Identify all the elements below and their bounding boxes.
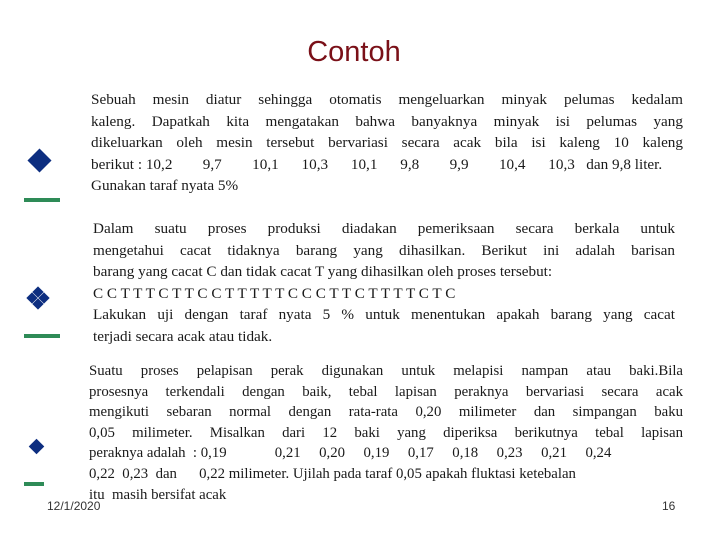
problem-3-line: mengikuti sebaran normal dengan rata-rata 0,20 milimeter dan simpangan baku: [89, 404, 683, 421]
green-divider-3: [24, 482, 44, 486]
problem-2-text: [93, 218, 675, 347]
green-divider-2: [24, 334, 60, 338]
diamond-bullet-icon: [27, 148, 51, 172]
problem-1-line: Sebuah mesin diatur sehingga otomatis mengeluarkan minyak pelumas kedalam: [91, 91, 683, 108]
problem-1-line: kaleng. Dapatkah kita mengatakan bahwa banyaknya minyak isi pelumas yang: [91, 112, 683, 130]
problem-3-line: 0,05 milimeter. Misalkan dari 12 baki yang diperiksa berikutnya tebal lapisan: [89, 424, 683, 441]
clover-bullet-icon: [28, 288, 48, 308]
small-diamond-bullet-icon: [29, 439, 45, 455]
problem-2-line: Lakukan uji dengan taraf nyata 5 % untuk menentukan apakah barang yang cacat: [93, 306, 675, 323]
slide-date: 12/1/2020: [47, 499, 101, 513]
problem-2-line: Dalam suatu proses produksi diadakan pemeriksaan secara berkala untuk: [93, 220, 675, 237]
problem-2-line: mengetahui cacat tidaknya barang yang dihasilkan. Berikut ini adalah barisan: [93, 241, 675, 259]
problem-2-line: C C T T T C T T C C T T T T T C C C T T C T T T T C T C: [93, 284, 456, 302]
problem-1-text: [91, 89, 683, 197]
problem-2-line: barang yang cacat C dan tidak cacat T yang dihasilkan oleh proses tersebut:: [93, 263, 553, 280]
problem-3-line: 0,22 0,23 dan 0,22 milimeter. Ujilah pada taraf 0,05 apakah fluktasi ketebalan: [89, 465, 576, 482]
problem-1-line: berikut : 10,2 9,7 10,1 10,3 10,1 9,8 9,9 10,4 10,3 dan 9,8 liter.: [91, 155, 663, 173]
slide-page-number: 16: [662, 499, 676, 513]
problem-2-line: terjadi secara acak atau tidak.: [93, 327, 273, 345]
problem-3-line: prosesnya terkendali dengan baik, tebal lapisan peraknya bervariasi secara acak: [89, 383, 683, 400]
green-divider-1: [24, 198, 60, 202]
problem-3-text: [89, 361, 683, 505]
problem-3-line: itu masih bersifat acak: [89, 486, 227, 503]
slide-title: Contoh: [307, 36, 401, 68]
problem-3-line: Suatu proses pelapisan perak digunakan untuk melapisi nampan atau baki.Bila: [89, 363, 683, 379]
problem-1-line: Gunakan taraf nyata 5%: [91, 177, 239, 194]
problem-3-line: peraknya adalah : 0,19 0,21 0,20 0,19 0,17 0,18 0,23 0,21 0,24: [89, 445, 612, 462]
problem-1-line: dikeluarkan oleh mesin tersebut bervariasi secara acak bila isi kaleng 10 kaleng: [91, 134, 683, 151]
